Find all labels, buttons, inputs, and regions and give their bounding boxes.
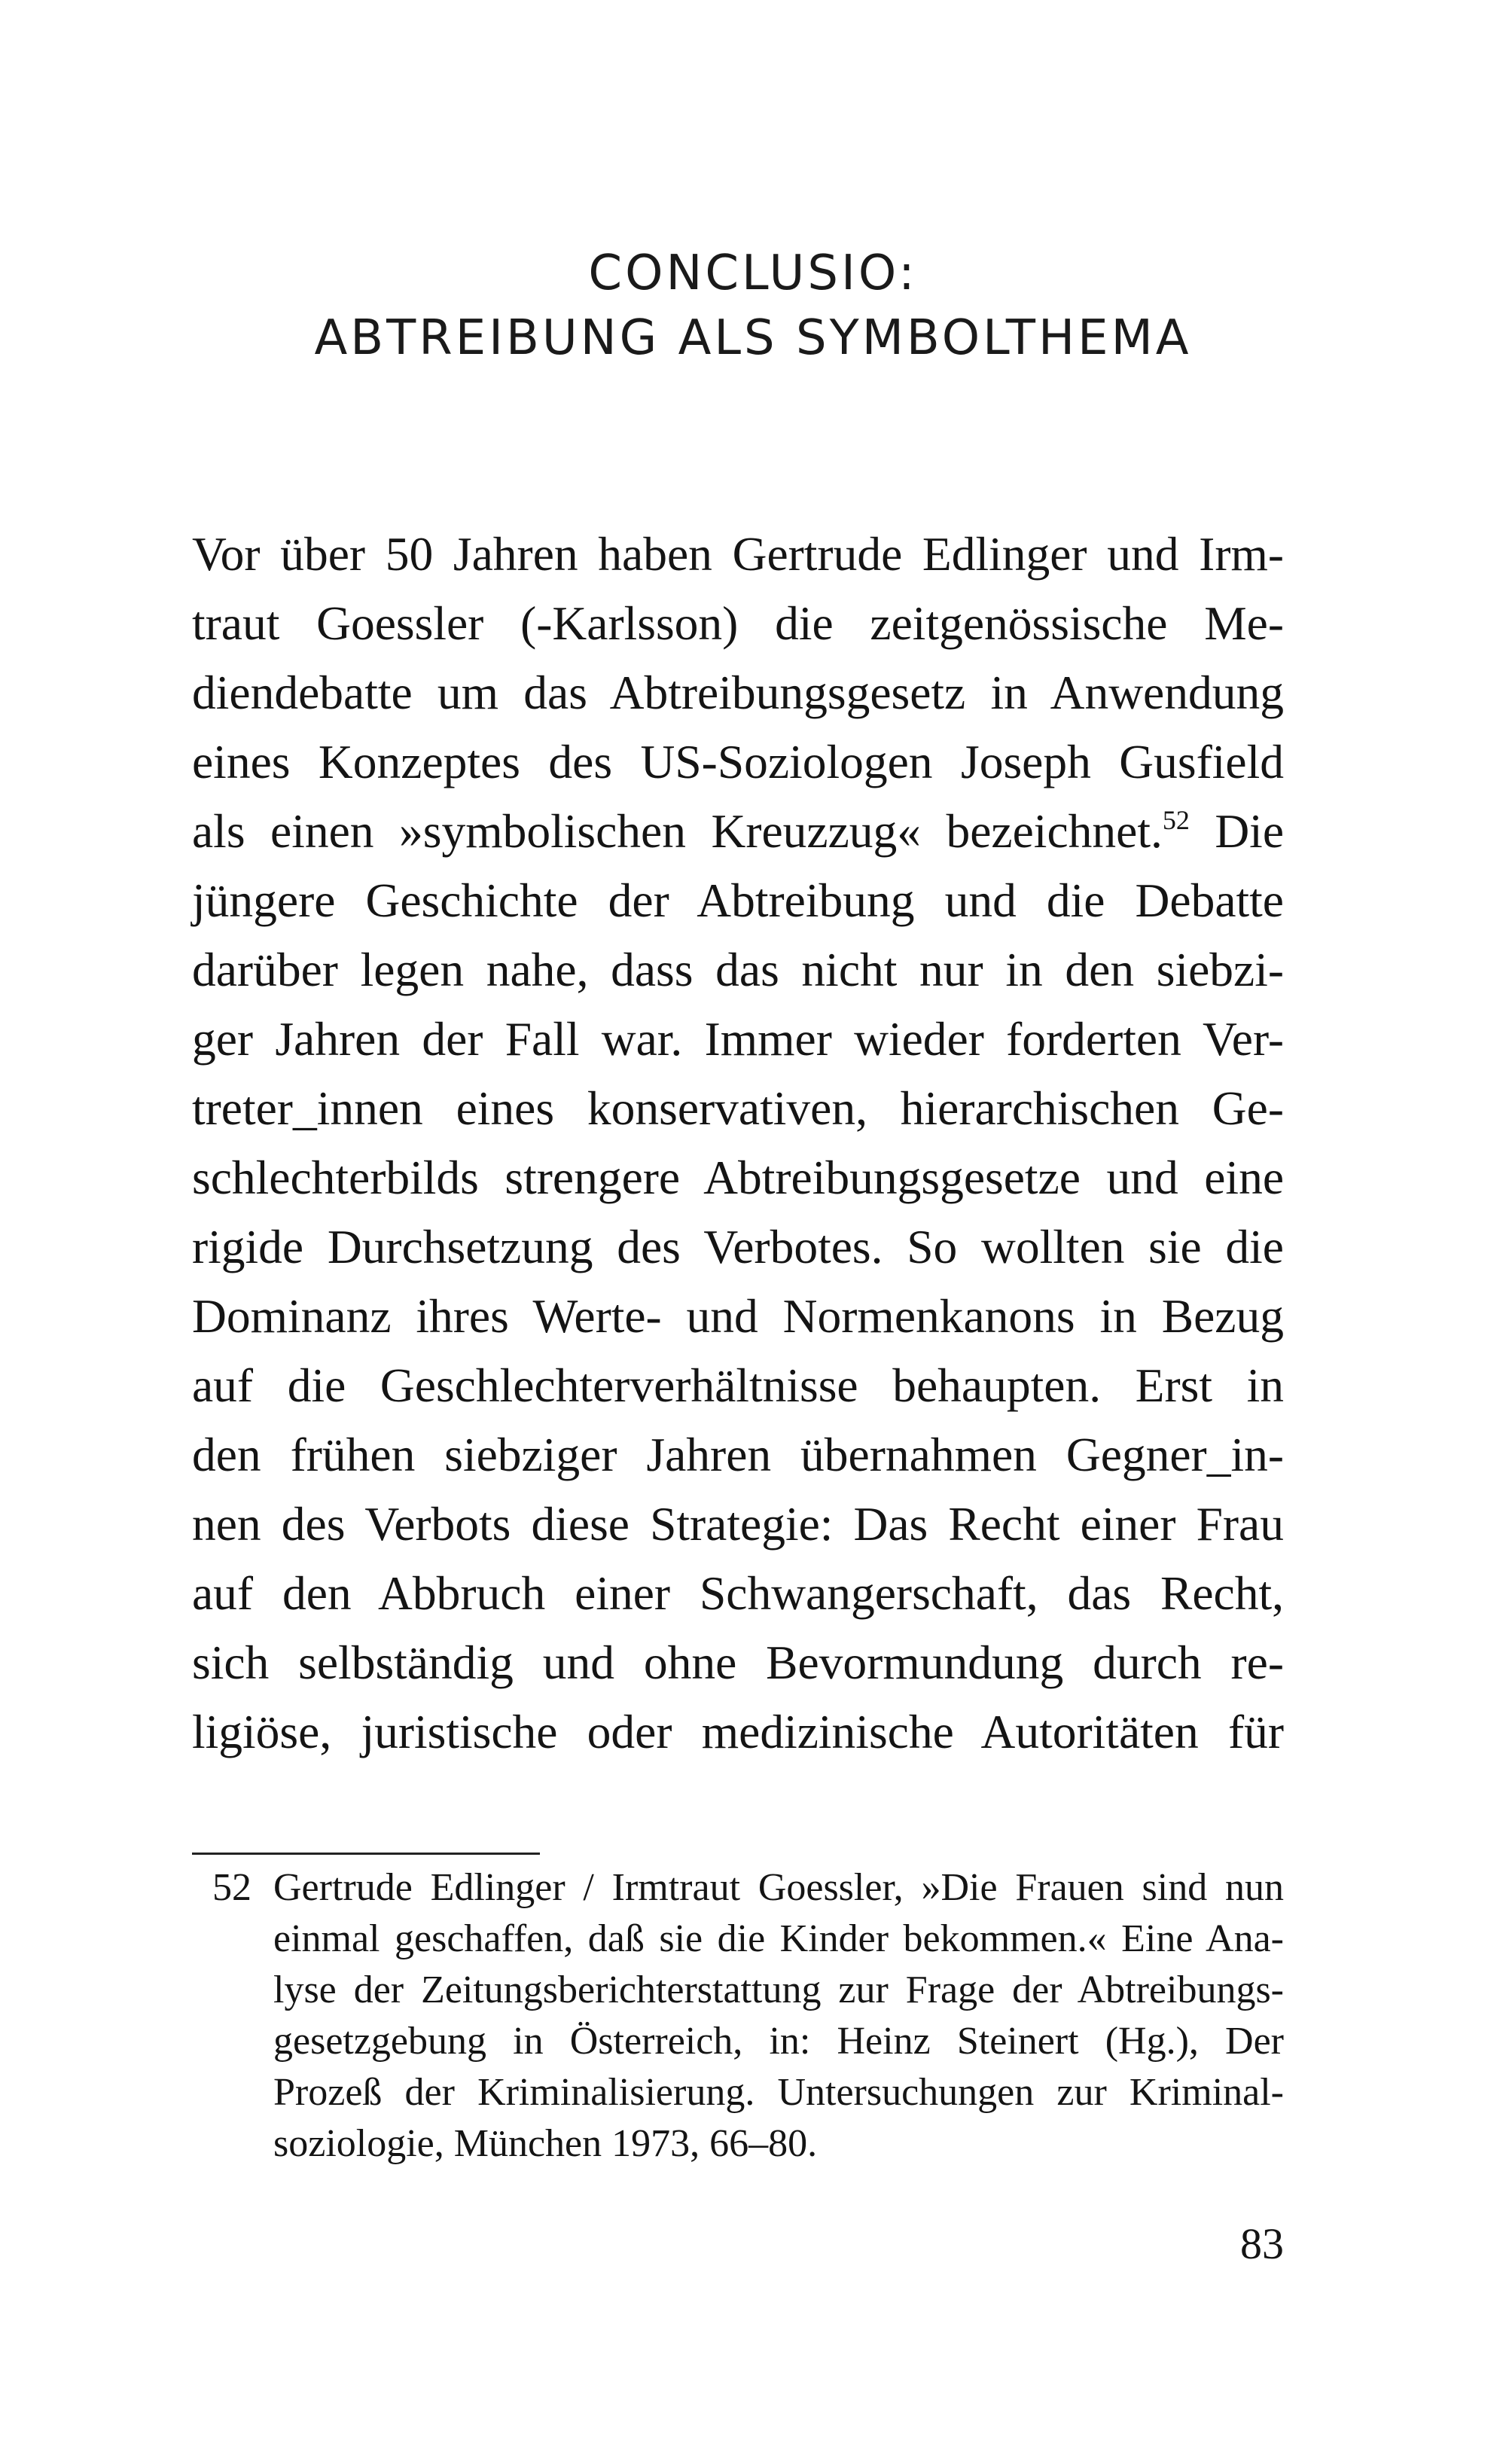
chapter-title-line-1: CONCLUSIO:: [588, 245, 918, 301]
footnote-divider: [192, 1853, 540, 1855]
footnote-line: gesetzgebung in Österreich, in: Heinz Steinert (Hg.), Der: [273, 2020, 1284, 2063]
footnote-line: einmal geschaffen, daß sie die Kinder bekommen.« Eine Ana-: [273, 1917, 1284, 1960]
body-line: jüngere Geschichte der Abtreibung und die Debatte: [192, 874, 1284, 927]
footnote-number: 52: [212, 1866, 252, 1909]
body-line: ligiöse, juristische oder medizinische Autoritäten für: [192, 1705, 1284, 1758]
footnote-reference[interactable]: 52: [1162, 805, 1190, 835]
body-line: traut Goessler (-Karlsson) die zeitgenössische Me-: [192, 596, 1284, 650]
body-line: ger Jahren der Fall war. Immer wieder forderten Ver-: [192, 1012, 1284, 1066]
body-text-segment: Die: [1189, 804, 1285, 858]
body-line: Vor über 50 Jahren haben Gertrude Edlinger und Irm-: [192, 527, 1284, 581]
footnote-line: Gertrude Edlinger / Irmtraut Goessler, »Die Frauen sind nun: [273, 1866, 1284, 1909]
body-line: eines Konzeptes des US-Soziologen Joseph Gusfield: [192, 735, 1284, 788]
body-line: Dominanz ihres Werte- und Normenkanons in Bezug: [192, 1289, 1284, 1343]
body-line: den frühen siebziger Jahren übernahmen Gegner_in-: [192, 1428, 1284, 1481]
body-line: schlechterbilds strengere Abtreibungsgesetze und eine: [192, 1151, 1284, 1204]
body-line: auf die Geschlechterverhältnisse behaupten. Erst in: [192, 1359, 1284, 1412]
body-line: [192, 797, 1284, 866]
body-line: nen des Verbots diese Strategie: Das Recht einer Frau: [192, 1497, 1284, 1551]
body-line: auf den Abbruch einer Schwangerschaft, das Recht,: [192, 1566, 1284, 1620]
page-number: 83: [1240, 2219, 1284, 2268]
body-line: diendebatte um das Abtreibungsgesetz in Anwendung: [192, 666, 1284, 719]
body-line: sich selbständig und ohne Bevormundung durch re-: [192, 1636, 1284, 1689]
footnote-line: Prozeß der Kriminalisierung. Untersuchungen zur Kriminal-: [273, 2071, 1284, 2114]
footnote-line: soziologie, München 1973, 66–80.: [273, 2122, 818, 2165]
body-text-segment: als einen »symbolischen Kreuzzug« bezeichnet.: [192, 804, 1163, 858]
body-line: darüber legen nahe, dass das nicht nur in den siebzi-: [192, 943, 1284, 996]
footnote-line: lyse der Zeitungsberichterstattung zur Frage der Abtreibungs-: [273, 1968, 1284, 2011]
body-line: rigide Durchsetzung des Verbotes. So wollten sie die: [192, 1220, 1284, 1273]
body-line: treter_innen eines konservativen, hierarchischen Ge-: [192, 1081, 1284, 1135]
chapter-title-line-2: ABTREIBUNG ALS SYMBOLTHEMA: [314, 310, 1192, 366]
